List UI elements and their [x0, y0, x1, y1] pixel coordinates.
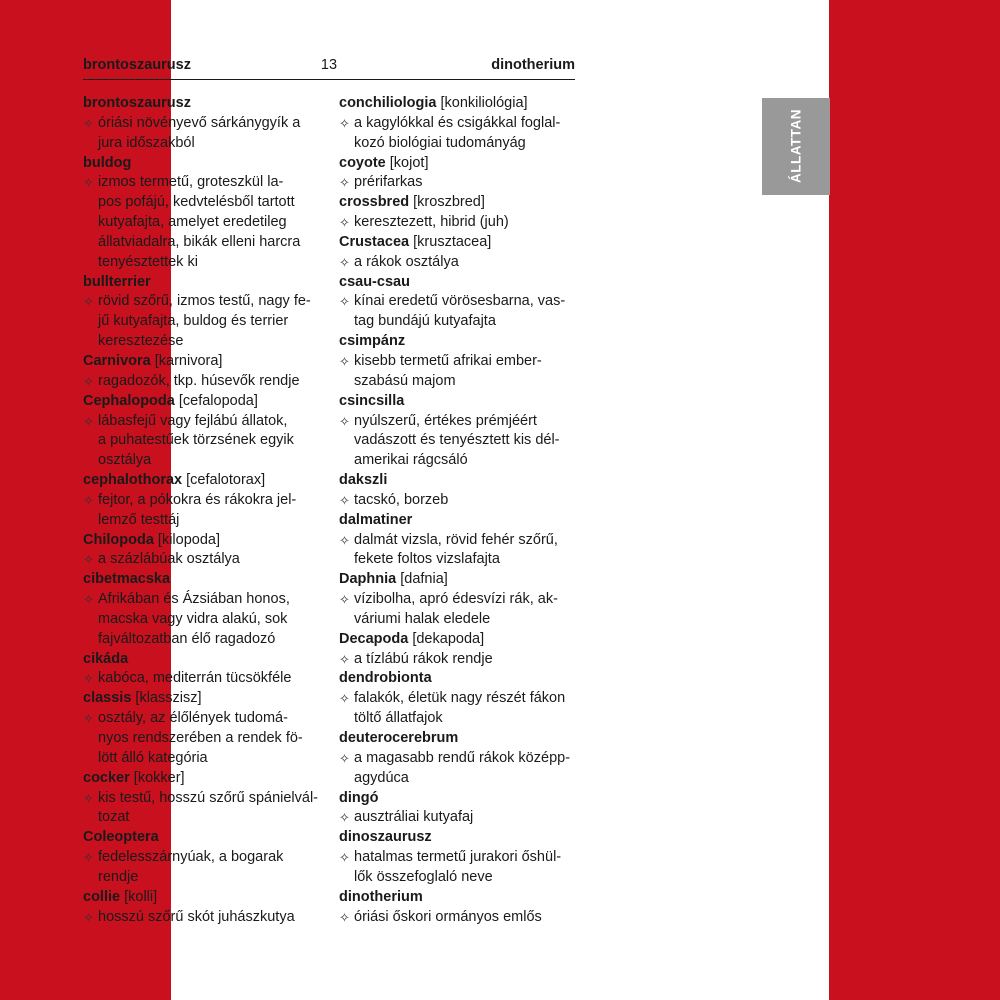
definition-line: váriumi halak eledele	[354, 610, 491, 627]
headword: classis	[83, 690, 132, 707]
headword: dalmatiner	[339, 511, 413, 528]
section-tab	[762, 98, 830, 195]
header-last-word: dinotherium	[491, 57, 575, 73]
section-tab-label: ÁLLATTAN	[788, 109, 804, 183]
definition-line: a százlábúak osztálya	[98, 551, 240, 568]
pronunciation: [cefalopoda]	[178, 392, 258, 409]
definition	[339, 253, 577, 273]
definition	[83, 372, 321, 392]
definition-line: a magasabb rendű rákok középp-	[354, 749, 571, 766]
definition-line: izmos termetű, groteszkül la-	[98, 174, 284, 191]
entry-headword-line	[339, 511, 577, 531]
entry-headword-line	[339, 729, 577, 749]
definition-line: fajváltozatban élő ragadozó	[98, 630, 276, 647]
definition-line: szabású majom	[354, 372, 456, 389]
definition-line: kozó biológiai tudományág	[354, 134, 526, 151]
definition	[83, 789, 321, 829]
definition-line: óriási őskori ormányos emlős	[354, 908, 542, 925]
entry-headword-line	[339, 888, 577, 908]
entry-headword-line	[339, 193, 577, 213]
headword: dendrobionta	[339, 670, 432, 687]
definition-line: ragadozók, tkp. húsevők rendje	[98, 372, 300, 389]
entry-headword-line	[339, 94, 577, 114]
left-column	[83, 94, 321, 927]
definition-line: tenyésztettek ki	[98, 253, 198, 270]
definition-line: rövid szőrű, izmos testű, nagy fe-	[98, 293, 311, 310]
definition-line: keresztezése	[98, 333, 184, 350]
entry-headword-line	[339, 233, 577, 253]
pronunciation: [konkiliológia]	[440, 95, 528, 111]
headword: Coleoptera	[83, 829, 159, 846]
diamond-bullet-icon: ✧	[339, 215, 350, 231]
headword: deuterocerebrum	[339, 730, 459, 746]
diamond-bullet-icon: ✧	[83, 115, 94, 131]
entry-headword-line	[83, 888, 321, 908]
definition-line: lemző testtáj	[98, 511, 180, 528]
diamond-bullet-icon: ✧	[83, 294, 94, 310]
header-first-word: brontoszaurusz	[83, 57, 191, 73]
definition-line: kisebb termetű afrikai ember-	[354, 352, 542, 369]
diamond-bullet-icon: ✧	[83, 909, 94, 925]
entry-headword-line	[339, 154, 577, 174]
definition-line: tozat	[98, 809, 130, 826]
diamond-bullet-icon: ✧	[339, 532, 350, 548]
diamond-bullet-icon: ✧	[83, 413, 94, 429]
diamond-bullet-icon: ✧	[339, 592, 350, 608]
entry-headword-line	[339, 828, 577, 848]
headword: brontoszaurusz	[83, 95, 191, 111]
definition-line: macska vagy vidra alakú, sok	[98, 610, 288, 627]
diamond-bullet-icon: ✧	[339, 850, 350, 866]
definition-line: hatalmas termetű jurakori őshül-	[354, 849, 562, 866]
headword: dakszli	[339, 472, 388, 489]
definition	[83, 412, 321, 472]
entry-headword-line	[83, 471, 321, 491]
entry-headword-line	[339, 332, 577, 352]
definition-line: a puhatestűek törzsének egyik	[98, 432, 294, 449]
definition-line: ausztráliai kutyafaj	[354, 809, 474, 826]
diamond-bullet-icon: ✧	[83, 552, 94, 568]
definition-line: amerikai rágcsáló	[354, 452, 468, 469]
headword: Crustacea	[339, 233, 410, 250]
headword: cikáda	[83, 650, 129, 667]
definition-line: keresztezett, hibrid (juh)	[354, 214, 509, 231]
definition-line: Afrikában és Ázsiában honos,	[98, 591, 290, 608]
definition	[83, 709, 321, 769]
diamond-bullet-icon: ✧	[339, 175, 350, 191]
diamond-bullet-icon: ✧	[339, 413, 350, 429]
definition-line: kínai eredetű vörösesbarna, vas-	[354, 293, 566, 310]
headword: conchiliologia	[339, 95, 437, 111]
definition-line: a kagylókkal és csigákkal foglal-	[354, 114, 561, 131]
definition-line: prérifarkas	[354, 174, 423, 191]
pronunciation: [kroszbred]	[413, 194, 485, 211]
headword: Chilopoda	[83, 531, 154, 548]
definition-line: rendje	[98, 868, 139, 885]
definition-line: óriási növényevő sárkánygyík a	[98, 114, 301, 131]
definition	[339, 213, 577, 233]
definition	[339, 908, 577, 928]
definition	[83, 590, 321, 650]
headword: buldog	[83, 154, 132, 171]
headword: cocker	[83, 769, 130, 786]
running-header	[83, 57, 575, 77]
definition	[83, 114, 321, 154]
diamond-bullet-icon: ✧	[83, 492, 94, 508]
definition	[339, 352, 577, 392]
definition	[339, 491, 577, 511]
headword: crossbred	[339, 194, 410, 211]
diamond-bullet-icon: ✧	[83, 373, 94, 389]
diamond-bullet-icon: ✧	[339, 115, 350, 131]
definition-line: agydúca	[354, 769, 409, 786]
definition	[339, 412, 577, 472]
diamond-bullet-icon: ✧	[339, 909, 350, 925]
headword: cibetmacska	[83, 571, 171, 588]
headword: bullterrier	[83, 273, 151, 290]
headword: coyote	[339, 154, 386, 171]
entry-headword-line	[339, 273, 577, 293]
header-rule	[83, 79, 575, 80]
pronunciation: [kilopoda]	[157, 531, 220, 548]
definition-line: osztálya	[98, 452, 152, 469]
right-column	[339, 94, 577, 927]
definition-line: fejtor, a pókokra és rákokra jel-	[98, 491, 297, 508]
definition-line: fedelesszárnyúak, a bogarak	[98, 849, 284, 866]
entry-headword-line	[83, 570, 321, 590]
definition-line: kutyafajta, amelyet eredetileg	[98, 214, 287, 231]
entry-headword-line	[339, 392, 577, 412]
headword: cephalothorax	[83, 472, 183, 489]
definition-line: tacskó, borzeb	[354, 491, 449, 508]
definition	[339, 749, 577, 789]
pronunciation: [kojot]	[389, 154, 429, 171]
definition-line: falakók, életük nagy részét fákon	[354, 690, 566, 707]
definition	[83, 908, 321, 928]
definition	[339, 173, 577, 193]
entry-headword-line	[83, 94, 321, 114]
pronunciation: [krusztacea]	[413, 233, 492, 250]
diamond-bullet-icon: ✧	[339, 691, 350, 707]
definition-line: töltő állatfajok	[354, 710, 443, 727]
definition	[83, 173, 321, 272]
definition	[339, 114, 577, 154]
headword: Daphnia	[339, 571, 397, 588]
entry-headword-line	[83, 352, 321, 372]
headword: csimpánz	[339, 333, 406, 350]
page-number: 13	[320, 57, 338, 73]
definition	[83, 292, 321, 352]
definition	[83, 491, 321, 531]
headword: Cephalopoda	[83, 392, 175, 409]
definition-line: hosszú szőrű skót juhászkutya	[98, 908, 295, 925]
headword: csau-csau	[339, 273, 410, 290]
diamond-bullet-icon: ✧	[339, 750, 350, 766]
headword: Decapoda	[339, 630, 409, 647]
pronunciation: [kokker]	[133, 769, 185, 786]
entry-headword-line	[83, 531, 321, 551]
entry-headword-line	[83, 650, 321, 670]
definition-line: vízibolha, apró édesvízi rák, ak-	[354, 591, 558, 608]
pronunciation: [cefalotorax]	[186, 472, 266, 489]
definition	[339, 590, 577, 630]
definition	[339, 848, 577, 888]
diamond-bullet-icon: ✧	[339, 353, 350, 369]
entry-headword-line	[339, 789, 577, 809]
definition	[339, 292, 577, 332]
headword: csincsilla	[339, 392, 405, 409]
definition-line: lábasfejű vagy fejlábú állatok,	[98, 412, 288, 429]
headword: collie	[83, 888, 121, 905]
definition-line: osztály, az élőlények tudomá-	[98, 710, 288, 727]
diamond-bullet-icon: ✧	[83, 790, 94, 806]
definition	[83, 848, 321, 888]
entry-headword-line	[83, 392, 321, 412]
diamond-bullet-icon: ✧	[339, 651, 350, 667]
pronunciation: [dafnia]	[400, 571, 448, 588]
headword: dingó	[339, 789, 379, 806]
entry-headword-line	[83, 769, 321, 789]
headword: Carnivora	[83, 352, 151, 369]
definition	[339, 531, 577, 571]
definition-line: kis testű, hosszú szőrű spánielvál-	[98, 789, 319, 806]
definition	[339, 808, 577, 828]
definition-line: tag bundájú kutyafajta	[354, 313, 496, 330]
pronunciation: [dekapoda]	[412, 630, 485, 647]
definition-line: nyos rendszerében a rendek fö-	[98, 730, 303, 746]
definition-line: vadászott és tenyésztett kis dél-	[354, 432, 560, 449]
entry-headword-line	[83, 154, 321, 174]
definition-line: fekete foltos vizslafajta	[354, 551, 500, 568]
definition	[339, 650, 577, 670]
diamond-bullet-icon: ✧	[83, 850, 94, 866]
diamond-bullet-icon: ✧	[339, 294, 350, 310]
pronunciation: [klasszisz]	[135, 690, 202, 707]
definition-line: kabóca, mediterrán tücsökféle	[98, 670, 292, 687]
headword: dinoszaurusz	[339, 829, 432, 846]
diamond-bullet-icon: ✧	[83, 592, 94, 608]
definition	[339, 689, 577, 729]
diamond-bullet-icon: ✧	[83, 671, 94, 687]
entry-headword-line	[339, 570, 577, 590]
definition-line: a rákok osztálya	[354, 253, 459, 270]
definition-line: lött álló kategória	[98, 749, 208, 766]
diamond-bullet-icon: ✧	[339, 254, 350, 270]
definition	[83, 669, 321, 689]
definition-line: pos pofájú, kedvtelésből tartott	[98, 194, 295, 211]
entry-headword-line	[339, 669, 577, 689]
definition-line: jura időszakból	[98, 134, 195, 151]
definition-line: jű kutyafajta, buldog és terrier	[98, 313, 289, 330]
diamond-bullet-icon: ✧	[83, 711, 94, 727]
definition	[83, 550, 321, 570]
entry-headword-line	[339, 630, 577, 650]
definition-line: nyúlszerű, értékes prémjéért	[354, 412, 537, 429]
headword: dinotherium	[339, 888, 423, 905]
definition-line: lők összefoglaló neve	[354, 868, 493, 885]
entry-headword-line	[339, 471, 577, 491]
diamond-bullet-icon: ✧	[83, 175, 94, 191]
pronunciation: [karnivora]	[154, 352, 223, 369]
diamond-bullet-icon: ✧	[339, 810, 350, 826]
entry-headword-line	[83, 828, 321, 848]
diamond-bullet-icon: ✧	[339, 492, 350, 508]
definition-line: dalmát vizsla, rövid fehér szőrű,	[354, 531, 558, 548]
entry-headword-line	[83, 273, 321, 293]
definition-line: állatviadalra, bikák elleni harcra	[98, 233, 301, 250]
entry-headword-line	[83, 689, 321, 709]
definition-line: a tízlábú rákok rendje	[354, 650, 493, 667]
pronunciation: [kolli]	[124, 888, 158, 905]
